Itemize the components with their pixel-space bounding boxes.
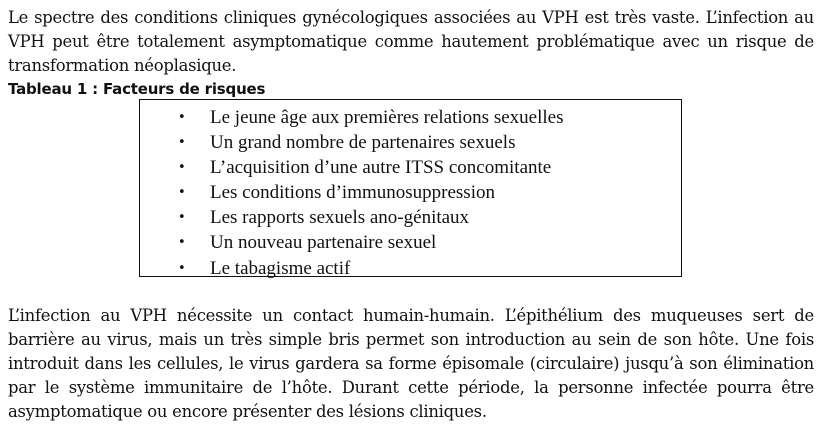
risk-factors-table (139, 99, 682, 277)
list-item (140, 230, 681, 255)
list-item (140, 105, 681, 130)
bullet-icon: • (178, 160, 186, 176)
table-caption: Tableau 1 : Facteurs de risques (8, 80, 266, 98)
bullet-icon: • (178, 210, 186, 226)
risk-factor-text: Le jeune âge aux premières relations sexuelles (210, 107, 564, 128)
risk-factor-text: L’acquisition d’une autre ITSS concomitante (210, 157, 552, 179)
list-item (140, 180, 681, 205)
list-item (140, 256, 681, 281)
risk-factor-text: Un nouveau partenaire sexuel (210, 232, 437, 254)
risk-factor-text: Les rapports sexuels ano-génitaux (210, 207, 470, 229)
bullet-icon: • (178, 110, 186, 125)
bullet-icon: • (178, 235, 186, 251)
intro-paragraph: Le spectre des conditions cliniques gynécologiques associées au VPH est très vaste. L’infection au VPH peut être totalement asymptomatique comme hautement problématique avec un risque de transformation néoplasique. (8, 8, 814, 75)
closing-paragraph: L’infection au VPH nécessite un contact humain-humain. L’épithélium des muqueuses sert de barrière au virus, mais un très simple bris permet son introduction au sein de son hôte. Une fois introduit dans les cellules, le virus gardera sa forme épisomale (circulaire) jusqu’à son élimination par le système immunitaire de l’hôte. Durant cette période, la personne infectée pourra être asymptomatique ou encore présenter des lésions cliniques. (8, 306, 814, 421)
list-item (140, 130, 681, 155)
list-item (140, 205, 681, 230)
bullet-icon: • (178, 185, 186, 201)
bullet-icon: • (178, 260, 186, 276)
risk-factors-list (140, 100, 681, 281)
bullet-icon: • (178, 135, 186, 151)
risk-factor-text: Les conditions d’immunosuppression (210, 182, 495, 204)
risk-factor-text: Un grand nombre de partenaires sexuels (210, 132, 516, 154)
risk-factor-text: Le tabagisme actif (210, 257, 351, 279)
list-item (140, 155, 681, 180)
